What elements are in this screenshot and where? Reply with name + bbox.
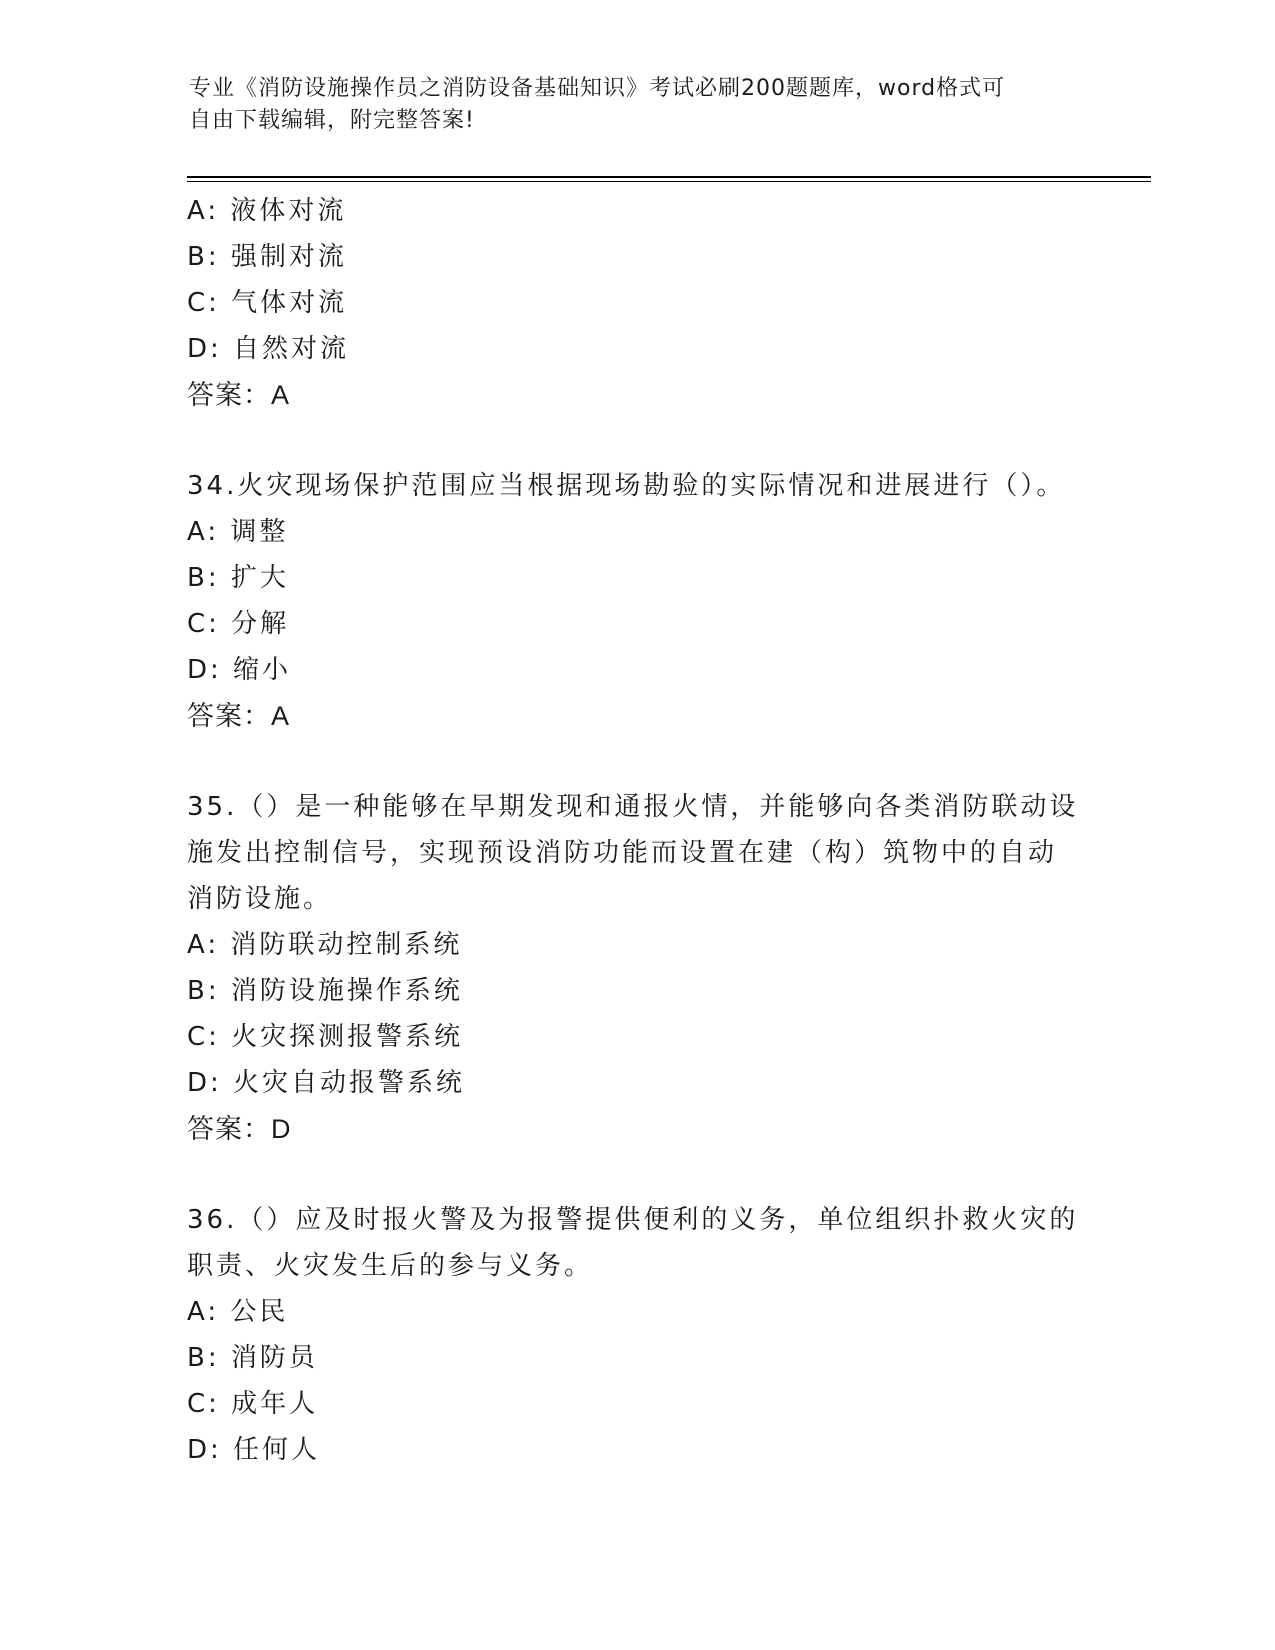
- option-a: A: 公民: [187, 1297, 289, 1327]
- question-text-line-3: 消防设施。: [187, 884, 333, 914]
- option-a: A: 调整: [187, 517, 289, 547]
- option-c: C: 成年人: [187, 1389, 319, 1419]
- option-d: D: 缩小: [187, 655, 292, 685]
- question-text-line-2: 施发出控制信号，实现预设消防功能而设置在建（构）筑物中的自动: [187, 838, 1058, 868]
- answer-line: 答案：A: [187, 701, 291, 731]
- option-d: D: 任何人: [187, 1435, 321, 1465]
- option-b: B: 强制对流: [187, 242, 347, 272]
- option-c: C: 气体对流: [187, 288, 348, 318]
- question-33-block: [187, 188, 1087, 418]
- page-header: [189, 73, 1089, 137]
- header-divider: [187, 176, 1151, 182]
- answer-line: 答案：A: [187, 380, 291, 410]
- option-d: D: 火灾自动报警系统: [187, 1068, 466, 1098]
- answer-line: 答案：D: [187, 1114, 292, 1144]
- question-34-block: [187, 463, 1087, 739]
- option-c: C: 分解: [187, 609, 290, 639]
- option-a: A: 消防联动控制系统: [187, 930, 463, 960]
- option-d: D: 自然对流: [187, 334, 350, 364]
- question-36-block: [187, 1197, 1087, 1473]
- option-c: C: 火灾探测报警系统: [187, 1022, 464, 1052]
- question-text-line-1: 35.（）是一种能够在早期发现和通报火情，并能够向各类消防联动设: [187, 792, 1079, 822]
- option-b: B: 消防员: [187, 1343, 318, 1373]
- option-b: B: 扩大: [187, 563, 289, 593]
- option-a: A: 液体对流: [187, 196, 347, 226]
- question-text: 34.火灾现场保护范围应当根据现场勘验的实际情况和进展进行（）。: [187, 471, 1066, 501]
- header-line-2: 自由下载编辑，附完整答案!: [189, 108, 475, 133]
- question-text-line-1: 36.（）应及时报火警及为报警提供便利的义务，单位组织扑救火灾的: [187, 1205, 1079, 1235]
- question-content: [187, 188, 1087, 1473]
- header-line-1: 专业《消防设施操作员之消防设备基础知识》考试必刷200题题库，word格式可: [189, 76, 1006, 101]
- option-b: B: 消防设施操作系统: [187, 976, 463, 1006]
- question-text-line-2: 职责、火灾发生后的参与义务。: [187, 1251, 594, 1281]
- question-35-block: [187, 784, 1087, 1152]
